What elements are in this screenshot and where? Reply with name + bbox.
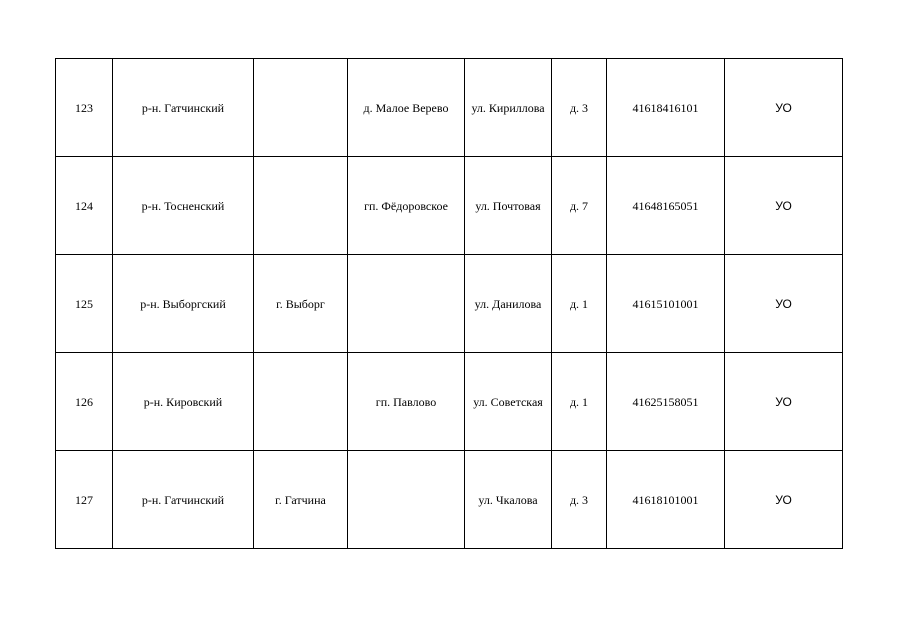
table-row [56, 157, 843, 255]
street-cell: ул. Чкалова [465, 451, 552, 549]
settlement-cell [348, 255, 465, 353]
city-cell: г. Выборг [254, 255, 348, 353]
settlement-cell: гп. Фёдоровское [348, 157, 465, 255]
row-number: 124 [56, 157, 113, 255]
district-cell: р-н. Кировский [113, 353, 254, 451]
street-cell: ул. Советская [465, 353, 552, 451]
table-row [56, 255, 843, 353]
district-cell: р-н. Гатчинский [113, 451, 254, 549]
settlement-cell: гп. Павлово [348, 353, 465, 451]
row-number: 127 [56, 451, 113, 549]
oktmo-cell: 41618101001 [607, 451, 725, 549]
table-row [56, 59, 843, 157]
table-row [56, 353, 843, 451]
house-cell: д. 3 [552, 451, 607, 549]
oktmo-cell: 41618416101 [607, 59, 725, 157]
row-number: 126 [56, 353, 113, 451]
house-cell: д. 3 [552, 59, 607, 157]
address-registry-table [55, 58, 843, 549]
type-cell: УО [725, 157, 843, 255]
oktmo-cell: 41625158051 [607, 353, 725, 451]
type-cell: УО [725, 59, 843, 157]
row-number: 125 [56, 255, 113, 353]
oktmo-cell: 41648165051 [607, 157, 725, 255]
city-cell: г. Гатчина [254, 451, 348, 549]
street-cell: ул. Почтовая [465, 157, 552, 255]
settlement-cell: д. Малое Верево [348, 59, 465, 157]
table-row [56, 451, 843, 549]
city-cell [254, 353, 348, 451]
district-cell: р-н. Выборгский [113, 255, 254, 353]
street-cell: ул. Данилова [465, 255, 552, 353]
house-cell: д. 7 [552, 157, 607, 255]
street-cell: ул. Кириллова [465, 59, 552, 157]
house-cell: д. 1 [552, 353, 607, 451]
type-cell: УО [725, 255, 843, 353]
city-cell [254, 157, 348, 255]
city-cell [254, 59, 348, 157]
district-cell: р-н. Гатчинский [113, 59, 254, 157]
oktmo-cell: 41615101001 [607, 255, 725, 353]
type-cell: УО [725, 353, 843, 451]
settlement-cell [348, 451, 465, 549]
row-number: 123 [56, 59, 113, 157]
house-cell: д. 1 [552, 255, 607, 353]
district-cell: р-н. Тосненский [113, 157, 254, 255]
type-cell: УО [725, 451, 843, 549]
